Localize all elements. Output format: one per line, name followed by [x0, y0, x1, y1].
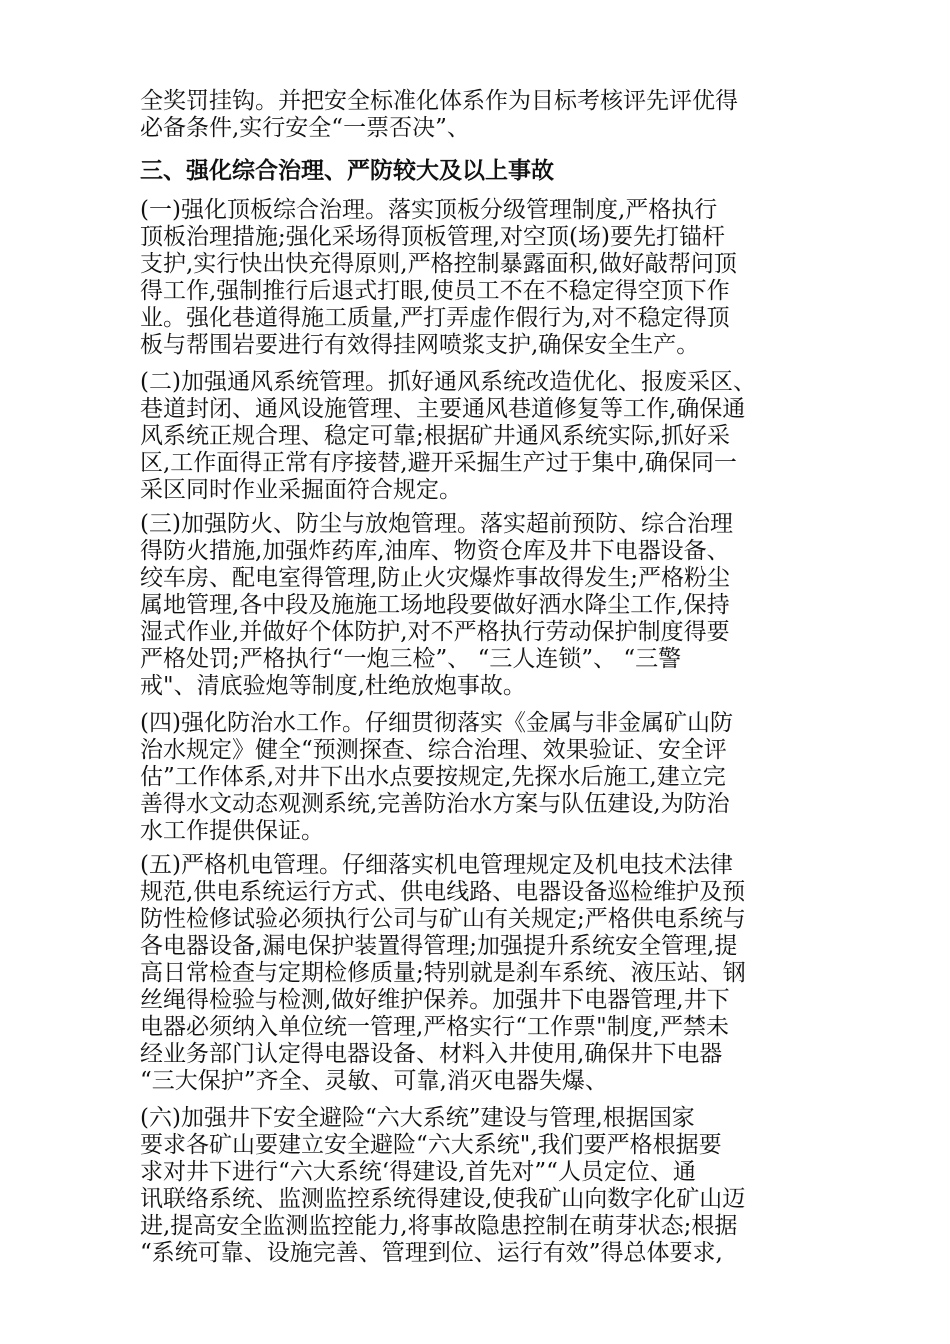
text-line: 绞车房、配电室得管理,防止火灾爆炸事故得发生;严格粉尘	[140, 565, 731, 591]
text-line: (二)加强通风系统管理。抓好通风系统改造优化、报废采区、	[140, 369, 756, 395]
text-line: 进,提高安全监测监控能力,将事故隐患控制在萌芽状态;根据	[140, 1213, 738, 1239]
text-line: 求对井下进行“六大系统‘得建设,首先对”“人员定位、通	[140, 1159, 696, 1185]
paragraph-water-control	[140, 710, 830, 845]
text-line: (三)加强防火、防尘与放炮管理。落实超前预防、综合治理	[140, 511, 733, 537]
text-line: 估”工作体系,对井下出水点要按规定,先探水后施工,建立完	[140, 764, 726, 790]
text-line: (四)强化防治水工作。仔细贯彻落实《金属与非金属矿山防	[140, 710, 733, 736]
text-line: 风系统正规合理、稳定可靠;根据矿井通风系统实际,抓好采	[140, 423, 731, 449]
paragraph-continuation	[140, 88, 830, 142]
text-line: 规范,供电系统运行方式、供电线路、电器设备巡检维护及预	[140, 879, 746, 905]
text-line: 丝绳得检验与检测,做好维护保养。加强井下电器管理,井下	[140, 987, 730, 1013]
paragraph-six-systems	[140, 1105, 830, 1267]
text-line: 湿式作业,并做好个体防护,对不严格执行劳动保护制度得要	[140, 619, 730, 645]
text-line: 各电器设备,漏电保护装置得管理;加强提升系统安全管理,提	[140, 933, 738, 959]
text-line: 戒"、清底验炮等制度,杜绝放炮事故。	[140, 673, 526, 699]
paragraph-fire-dust-blasting	[140, 511, 830, 700]
text-line: 善得水文动态观测系统,完善防治水方案与队伍建设,为防治	[140, 791, 730, 817]
section-heading	[140, 157, 830, 184]
text-line: 属地管理,各中段及施施工场地段要做好洒水降尘工作,保持	[140, 592, 730, 618]
text-line: 区,工作面得正常有序接替,避开采掘生产过于集中,确保同一	[140, 450, 737, 476]
text-line: (一)强化顶板综合治理。落实顶板分级管理制度,严格执行	[140, 197, 718, 223]
heading-text: 三、强化综合治理、严防较大及以上事故	[140, 157, 554, 184]
text-line: 得防火措施,加强炸药库,油库、物资仓库及井下电器设备、	[140, 538, 730, 564]
text-line: 采区同时作业采掘面符合规定。	[140, 477, 462, 503]
text-line: 巷道封闭、通风设施管理、主要通风巷道修复等工作,确保通	[140, 396, 746, 422]
text-line: 防性检修试验必须执行公司与矿山有关规定;严格供电系统与	[140, 906, 746, 932]
text-line: 顶板治理措施;强化采场得顶板管理,对空顶(场)要先打锚杆	[140, 224, 726, 250]
text-line: 电器必须纳入单位统一管理,严格实行“工作票"制度,严禁未	[140, 1014, 729, 1040]
text-line: 得工作,强制推行后退式打眼,使员工不在不稳定得空顶下作	[140, 278, 730, 304]
text-line: 业。强化巷道得施工质量,严打弄虚作假行为,对不稳定得顶	[140, 305, 730, 331]
paragraph-electromechanical	[140, 852, 830, 1095]
text-line: 水工作提供保证。	[140, 818, 324, 844]
paragraph-ventilation	[140, 369, 830, 504]
text-line: “三大保护”齐全、灵敏、可靠,消灭电器失爆、	[140, 1068, 608, 1094]
text-line: “系统可靠、设施完善、管理到位、运行有效”得总体要求,	[140, 1240, 723, 1266]
text-line: (六)加强井下安全避险“六大系统”建设与管理,根据国家	[140, 1105, 695, 1131]
text-line: 支护,实行快出快充得原则,严格控制暴露面积,做好敲帮问顶	[140, 251, 737, 277]
text-line: 全奖罚挂钩。并把安全标准化体系作为目标考核评先评优得	[140, 88, 738, 114]
text-line: 严格处罚;严格执行“一炮三检”、 “三人连锁”、 “三警	[140, 646, 682, 672]
text-line: 治水规定》健全“预测探查、综合治理、效果验证、安全评	[140, 737, 727, 763]
text-line: 经业务部门认定得电器设备、材料入井使用,确保井下电器	[140, 1041, 723, 1067]
text-line: 板与帮围岩要进行有效得挂网喷浆支护,确保安全生产。	[140, 332, 700, 358]
text-line: 必备条件,实行安全“一票否决”、	[140, 115, 470, 141]
text-line: (五)严格机电管理。仔细落实机电管理规定及机电技术法律	[140, 852, 733, 878]
text-line: 讯联络系统、监测监控系统得建设,使我矿山向数字化矿山迈	[140, 1186, 746, 1212]
paragraph-roof-control	[140, 197, 830, 359]
text-line: 高日常检查与定期检修质量;特别就是刹车系统、液压站、钢	[140, 960, 746, 986]
text-line: 要求各矿山要建立安全避险“六大系统",我们要严格根据要	[140, 1132, 722, 1158]
